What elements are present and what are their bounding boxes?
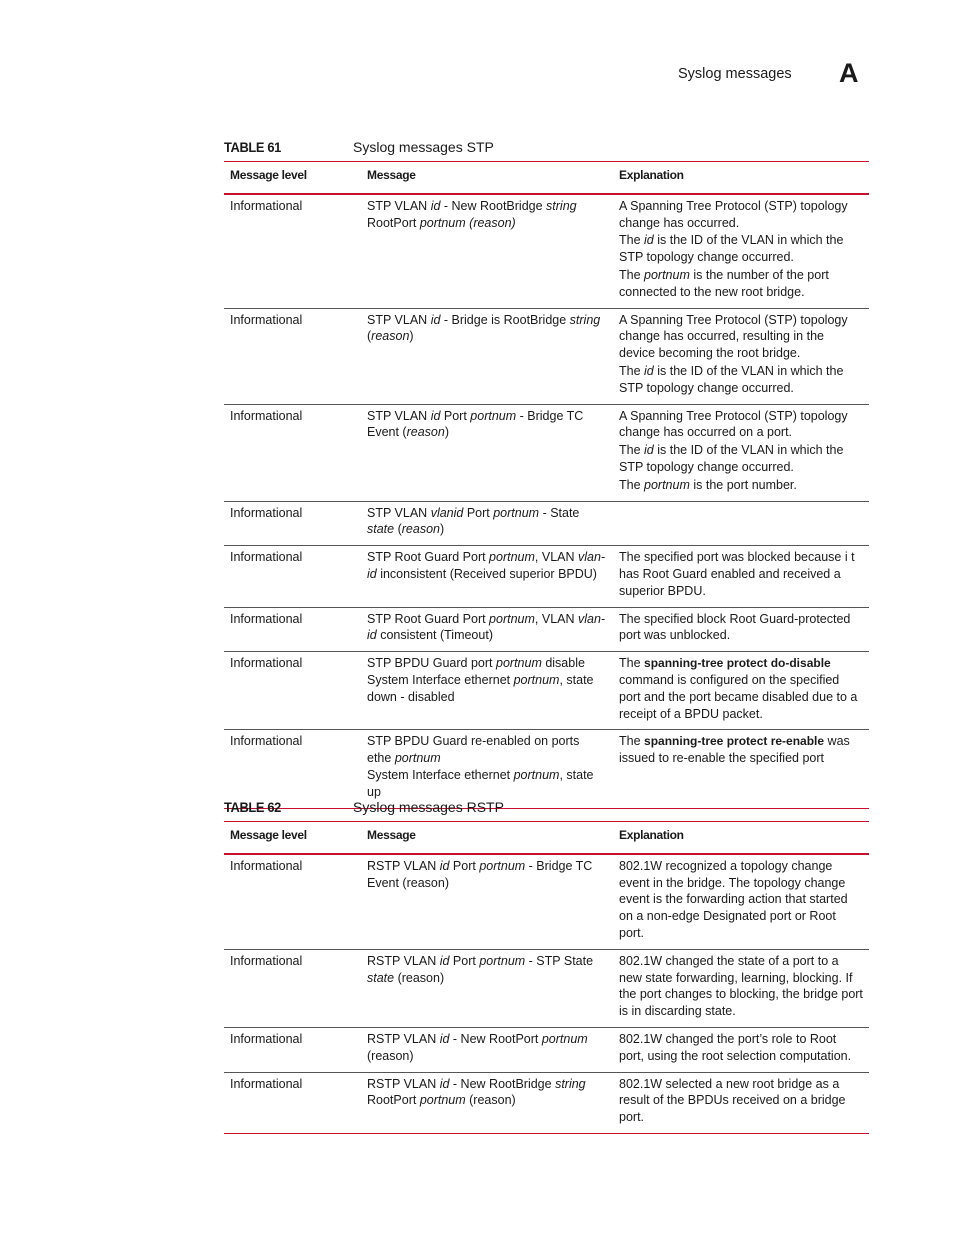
table-row [224, 854, 869, 949]
table-row [224, 404, 869, 501]
text-run: The [619, 267, 645, 282]
table-caption [224, 799, 869, 821]
message-cell [361, 501, 613, 546]
message-level-cell: Informational [230, 505, 303, 520]
explanation-paragraph [619, 1031, 863, 1065]
table-row [224, 546, 869, 607]
variable-text: portnum [513, 767, 560, 782]
text-run: The [619, 656, 645, 671]
explanation-cell [613, 308, 869, 404]
message-cell [361, 652, 613, 730]
message-cell [361, 1027, 613, 1072]
table-row [224, 607, 869, 652]
variable-text: portnum [479, 858, 526, 873]
message-paragraph [367, 408, 607, 442]
explanation-cell [613, 607, 869, 652]
text-run: , state down - disabled [367, 672, 594, 704]
message-level-cell: Informational [230, 1031, 303, 1046]
variable-text: id [430, 408, 441, 423]
message-paragraph [367, 1076, 607, 1110]
variable-text: id [644, 233, 654, 248]
explanation-cell [613, 194, 869, 308]
text-run: - New RootBridge [449, 1076, 556, 1091]
variable-text: portnum [394, 751, 441, 766]
variable-text: portnum [489, 550, 535, 565]
text-run: Port [449, 858, 480, 873]
explanation-cell [613, 1072, 869, 1133]
text-run: (reason) [367, 1048, 414, 1063]
message-cell [361, 404, 613, 501]
message-level-cell: Informational [230, 1076, 303, 1091]
text-run: consistent (Timeout) [376, 628, 493, 643]
text-run: The [619, 477, 645, 492]
variable-text: portnum [493, 505, 540, 520]
message-cell [361, 546, 613, 607]
table-label: TABLE 61 [224, 139, 281, 155]
explanation-paragraph [619, 267, 863, 301]
column-header-message-level: Message level [230, 168, 307, 182]
table-title: Syslog messages STP [353, 139, 494, 155]
table-header-row [224, 162, 869, 194]
explanation-paragraph [619, 858, 863, 942]
message-level-cell: Informational [230, 198, 303, 213]
variable-text: portnum [479, 953, 526, 968]
variable-text: portnum [541, 1031, 588, 1046]
variable-text: id [439, 1076, 450, 1091]
text-run: is the ID of the VLAN in which the STP topology change occurred. [619, 443, 844, 474]
text-run: STP VLAN [367, 505, 431, 520]
text-run: is the number of the port connected to the new root bridge. [619, 267, 829, 299]
text-run: 802.1W selected a new root bridge as a result of the BPDUs received on a bridge port. [619, 1076, 846, 1125]
message-cell [361, 194, 613, 308]
explanation-paragraph [619, 477, 863, 494]
variable-text: id [439, 953, 450, 968]
message-paragraph [367, 767, 607, 801]
text-run: (reason) [394, 970, 445, 985]
message-paragraph [367, 672, 607, 706]
explanation-paragraph [619, 232, 863, 266]
text-run: is the port number. [689, 477, 797, 492]
table-61 [224, 139, 869, 809]
text-run: STP VLAN [367, 312, 431, 327]
explanation-paragraph [619, 655, 863, 722]
message-paragraph [367, 505, 607, 539]
command-text: spanning-tree protect re-enable [644, 734, 825, 749]
text-run: - Bridge TC Event ( [367, 408, 584, 440]
table-body [224, 194, 869, 808]
text-run: A Spanning Tree Protocol (STP) topology change has occurred. [619, 198, 848, 230]
page-header [0, 58, 954, 98]
column-header-message: Message [367, 168, 416, 182]
explanation-paragraph [619, 733, 863, 767]
text-run: RSTP VLAN [367, 1031, 440, 1046]
explanation-paragraph [619, 363, 863, 397]
text-run: RootPort [367, 215, 420, 230]
text-run: disable [541, 656, 585, 671]
variable-text: id [644, 363, 654, 378]
syslog-rstp-table [224, 821, 869, 1134]
text-run: STP Root Guard Port [367, 550, 490, 565]
text-run: was issued to re-enable the specified port [619, 734, 850, 766]
section-title: Syslog messages [678, 66, 792, 82]
text-run: The [619, 734, 645, 749]
message-paragraph [367, 733, 607, 767]
explanation-cell [613, 730, 869, 808]
text-run: , VLAN [534, 611, 578, 626]
text-run: - New RootPort [449, 1031, 542, 1046]
message-level-cell: Informational [230, 312, 303, 327]
message-paragraph [367, 953, 607, 987]
variable-text: vlanid [430, 505, 464, 520]
explanation-paragraph [619, 408, 863, 442]
variable-text: portnum [496, 656, 542, 671]
column-header-message: Message [367, 828, 416, 842]
message-paragraph [367, 312, 607, 346]
text-run: RSTP VLAN [367, 858, 440, 873]
message-level-cell: Informational [230, 656, 303, 671]
text-run: The [619, 233, 645, 248]
text-run: Port [449, 953, 480, 968]
text-run: is the ID of the VLAN in which the STP topology change occurred. [619, 363, 844, 395]
text-run: inconsistent (Received superior BPDU) [376, 566, 597, 581]
text-run: , VLAN [534, 550, 578, 565]
text-run: ( [367, 329, 372, 344]
message-level-cell: Informational [230, 611, 303, 626]
message-cell [361, 730, 613, 808]
text-run: , state up [367, 767, 594, 799]
table-row [224, 730, 869, 808]
message-paragraph [367, 611, 607, 645]
variable-text: vlan-id [367, 611, 606, 643]
text-run: System Interface ethernet [367, 767, 514, 782]
explanation-cell [613, 652, 869, 730]
message-cell [361, 949, 613, 1027]
text-run: The specified port was blocked because i t has Root Guard enabled and received a superior BPDU. [619, 550, 855, 598]
text-run: The [619, 443, 645, 458]
variable-text: (reason) [469, 215, 516, 230]
text-run: 802.1W changed the port’s role to Root port, using the root selection computation. [619, 1031, 852, 1063]
text-run: is the ID of the VLAN in which the STP topology change occurred. [619, 233, 844, 265]
text-run: RootPort [367, 1093, 420, 1108]
text-run: - Bridge is RootBridge [440, 312, 570, 327]
variable-text: portnum [419, 215, 466, 230]
text-run: - New RootBridge [440, 198, 547, 213]
text-run: ) [439, 522, 445, 537]
text-run: RSTP VLAN [367, 953, 440, 968]
text-run: Port [440, 408, 471, 423]
text-run: STP BPDU Guard port [367, 656, 496, 671]
variable-text: vlan-id [367, 550, 606, 581]
explanation-cell [613, 546, 869, 607]
variable-text: id [439, 858, 450, 873]
message-cell [361, 308, 613, 404]
table-row [224, 501, 869, 546]
variable-text: portnum [470, 408, 517, 423]
text-run: - STP State [525, 953, 594, 968]
variable-text: id [430, 312, 441, 327]
variable-text: state [367, 970, 395, 985]
text-run: Port [463, 505, 494, 520]
variable-text: id [644, 443, 654, 458]
text-run: command is configured on the specified port and the port became disabled due to a receipt of a BPDU packet. [619, 672, 858, 721]
explanation-paragraph [619, 198, 863, 232]
variable-text: state [367, 522, 395, 537]
text-run: ( [394, 522, 402, 537]
variable-text: reason [406, 425, 445, 440]
explanation-paragraph [619, 312, 863, 362]
message-level-cell: Informational [230, 734, 303, 749]
explanation-cell [613, 1027, 869, 1072]
variable-text: string [569, 312, 601, 327]
variable-text: portnum [419, 1093, 466, 1108]
text-run: ) [409, 329, 414, 344]
text-run: ) [444, 425, 450, 440]
message-cell [361, 1072, 613, 1133]
table-row [224, 1027, 869, 1072]
text-run: - State [539, 505, 580, 520]
text-run: 802.1W recognized a topology change event in the bridge. The topology change event is the forwarding action that started on a non-edge Designated port or Root port. [619, 858, 848, 940]
appendix-letter: A [839, 58, 859, 88]
text-run: STP VLAN [367, 408, 431, 423]
explanation-paragraph [619, 549, 863, 599]
variable-text: portnum [644, 477, 690, 492]
message-cell [361, 854, 613, 949]
text-run: STP VLAN [367, 198, 431, 213]
explanation-cell [613, 501, 869, 546]
explanation-cell [613, 404, 869, 501]
text-run: System Interface ethernet [367, 672, 514, 687]
variable-text: portnum [644, 267, 690, 282]
variable-text: reason [401, 522, 440, 537]
variable-text: string [546, 198, 577, 213]
message-level-cell: Informational [230, 550, 303, 565]
explanation-paragraph [619, 953, 863, 1020]
text-run: STP BPDU Guard re-enabled on ports ethe [367, 734, 580, 766]
variable-text: portnum [489, 611, 535, 626]
table-62 [224, 799, 869, 1134]
text-run: RSTP VLAN [367, 1076, 440, 1091]
text-run: STP Root Guard Port [367, 611, 490, 626]
variable-text: portnum [513, 672, 560, 687]
column-header-explanation: Explanation [619, 828, 684, 842]
explanation-paragraph [619, 442, 863, 476]
text-run: A Spanning Tree Protocol (STP) topology change has occurred on a port. [619, 408, 848, 440]
table-title: Syslog messages RSTP [353, 799, 504, 815]
message-paragraph [367, 1031, 607, 1065]
syslog-stp-table [224, 161, 869, 809]
explanation-cell [613, 854, 869, 949]
message-level-cell: Informational [230, 408, 303, 423]
command-text: spanning-tree protect do-disable [644, 656, 831, 671]
message-paragraph [367, 655, 607, 672]
text-run: The specified block Root Guard-protected port was unblocked. [619, 611, 851, 643]
message-cell [361, 607, 613, 652]
variable-text: id [439, 1031, 450, 1046]
table-row [224, 1072, 869, 1133]
table-body [224, 854, 869, 1134]
table-caption [224, 139, 869, 161]
message-paragraph [367, 198, 607, 232]
text-run: A Spanning Tree Protocol (STP) topology change has occurred, resulting in the device becoming the root bridge. [619, 312, 848, 361]
table-header-row [224, 822, 869, 854]
message-paragraph [367, 549, 607, 583]
table-row [224, 194, 869, 308]
column-header-explanation: Explanation [619, 168, 684, 182]
message-level-cell: Informational [230, 953, 303, 968]
table-label: TABLE 62 [224, 799, 281, 815]
text-run: (reason) [465, 1093, 516, 1108]
variable-text: id [430, 198, 441, 213]
text-run: - Bridge TC Event (reason) [367, 858, 593, 890]
explanation-paragraph [619, 611, 863, 645]
table-row [224, 652, 869, 730]
text-run: 802.1W changed the state of a port to a new state forwarding, learning, blocking. If the port changes to blocking, the bridge port is in discarding state. [619, 953, 863, 1019]
text-run: The [619, 363, 645, 378]
table-row [224, 949, 869, 1027]
table-row [224, 308, 869, 404]
message-paragraph [367, 858, 607, 892]
message-level-cell: Informational [230, 858, 303, 873]
explanation-cell [613, 949, 869, 1027]
variable-text: string [555, 1076, 586, 1091]
column-header-message-level: Message level [230, 828, 307, 842]
explanation-paragraph [619, 1076, 863, 1126]
variable-text: reason [371, 329, 410, 344]
